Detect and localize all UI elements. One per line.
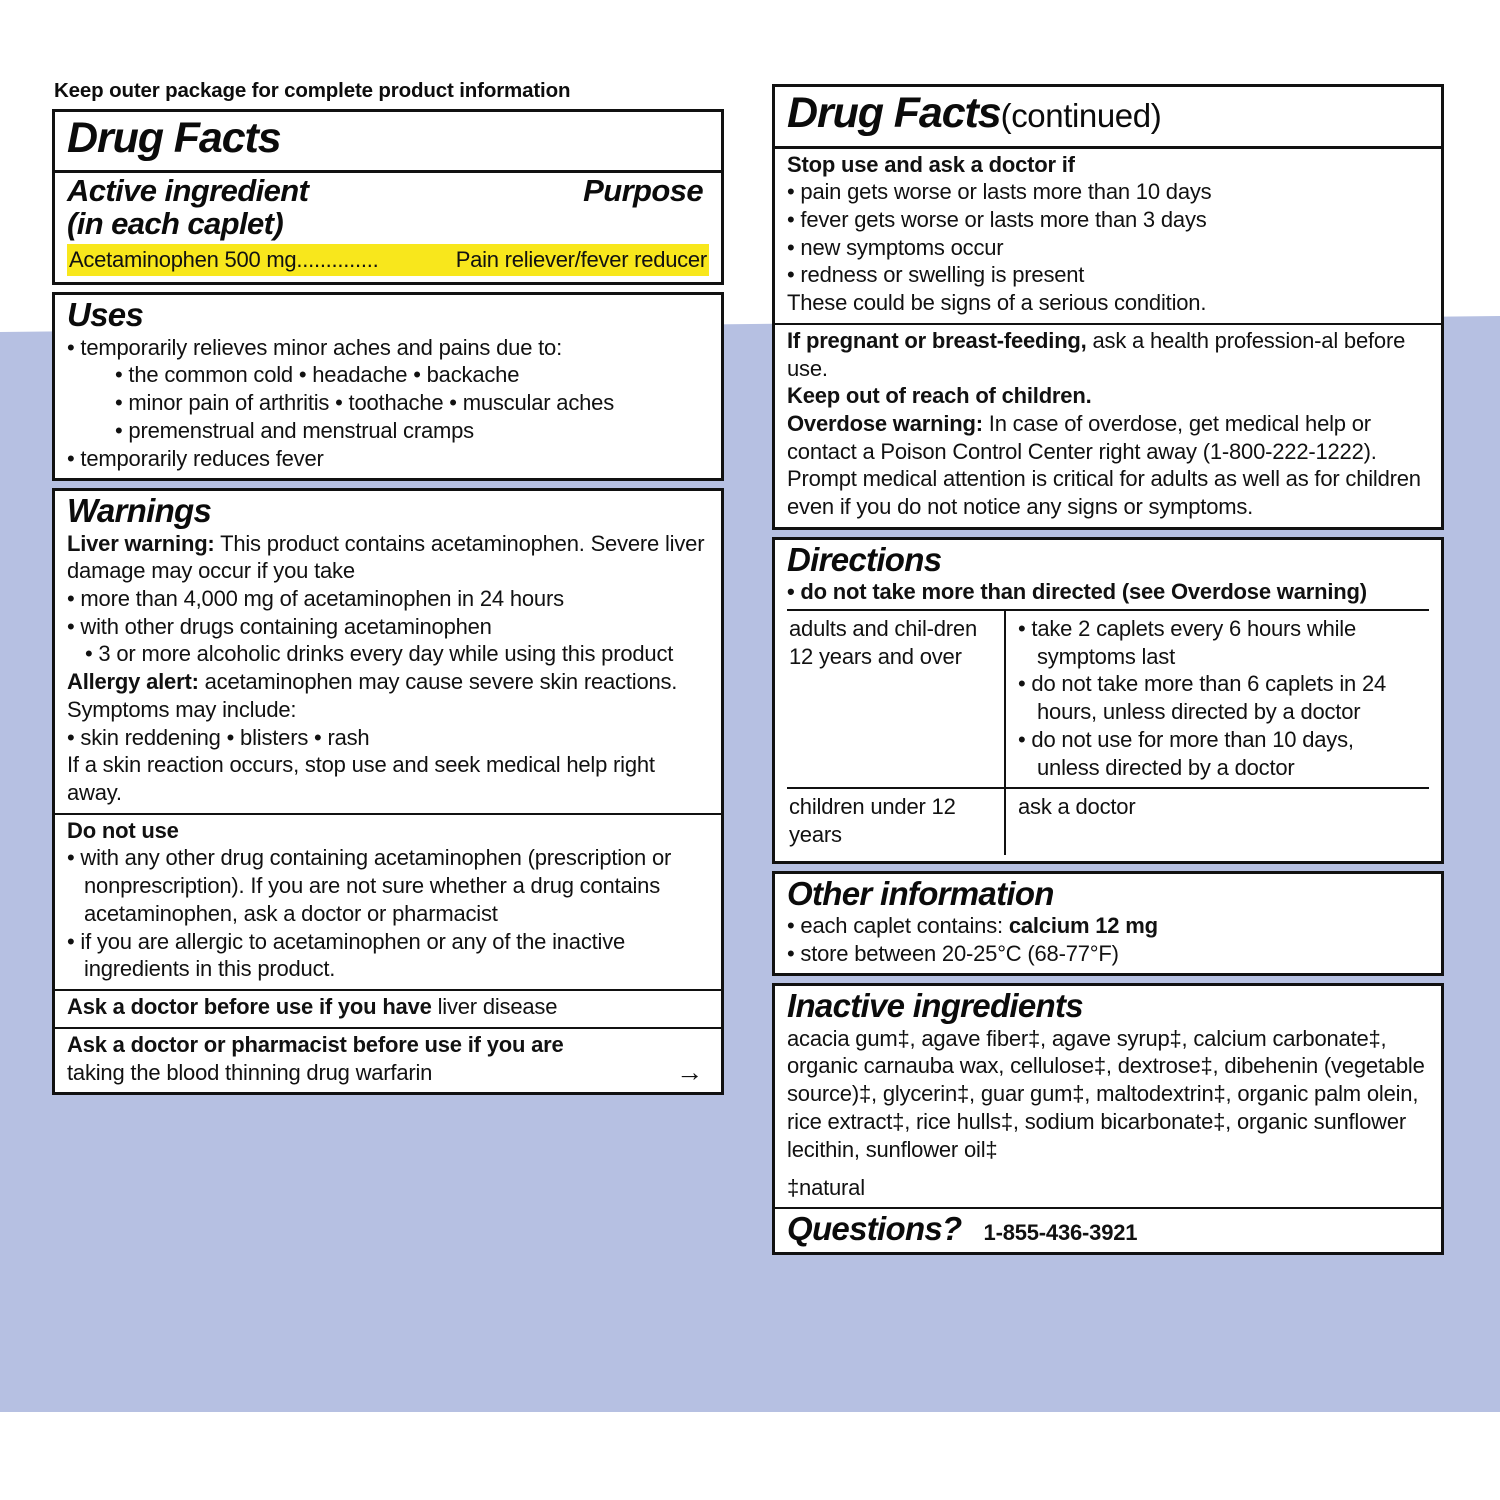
stop-use-item: • fever gets worse or lasts more than 3 days <box>787 206 1429 234</box>
directions-instruction-list <box>1018 615 1421 781</box>
active-ingredient-heading-line1: Active ingredient <box>67 173 309 209</box>
other-information-item: • store between 20-25°C (68-77°F) <box>787 940 1429 968</box>
inactive-ingredients-panel <box>772 983 1444 1255</box>
warnings-heading: Warnings <box>67 492 212 530</box>
overdose-text: In case of overdose, get medical help or contact a Poison Control Center right away (1-800-222-1222). Prompt medical attention is critical for adults as well as for children even if you do not notice any signs or symptoms. <box>787 411 1421 520</box>
overdose-line <box>787 410 1429 521</box>
liver-warning-paragraph <box>67 530 709 585</box>
stop-use-closing: These could be signs of a serious condition. <box>787 290 1207 316</box>
other-information-panel <box>772 871 1444 977</box>
stop-use-section <box>775 146 1441 323</box>
uses-item: • premenstrual and menstrual cramps <box>115 417 709 445</box>
do-not-use-list <box>67 844 709 983</box>
arrow-right-icon: → <box>676 1057 703 1088</box>
uses-section <box>55 295 721 478</box>
liver-warning-item: • 3 or more alcoholic drinks every day while using this product <box>75 640 709 668</box>
stop-use-list <box>787 178 1429 289</box>
directions-age-group: adults and chil-dren 12 years and over <box>787 610 1005 788</box>
allergy-alert-label: Allergy alert: <box>67 669 199 695</box>
page-title: Drug Facts <box>67 113 281 162</box>
questions-divider <box>775 1207 1441 1252</box>
stop-use-item: • pain gets worse or lasts more than 10 days <box>787 178 1429 206</box>
directions-instructions: ask a doctor <box>1005 788 1429 854</box>
questions-phone-number[interactable]: 1-855-436-3921 <box>983 1220 1138 1246</box>
directions-heading: Directions <box>787 540 942 578</box>
stop-use-heading: Stop use and ask a doctor if <box>787 151 1075 177</box>
other-information-heading: Other information <box>787 874 1054 912</box>
table-row <box>787 788 1429 854</box>
pregnancy-line <box>787 327 1429 382</box>
page-title-continued-main: Drug Facts <box>787 89 1001 137</box>
do-not-use-item: • if you are allergic to acetaminophen or any of the inactive ingredients in this product. <box>67 928 709 983</box>
directions-instruction-item: • do not use for more than 10 days, unless directed by a doctor <box>1018 726 1421 781</box>
liver-warning-item: • with other drugs containing acetaminophen <box>67 613 709 641</box>
directions-top-bullet: • do not take more than directed (see Overdose warning) <box>787 578 1429 606</box>
ask-pharmacist-text: taking the blood thinning drug warfarin <box>67 1059 433 1085</box>
other-information-item1-value: calcium 12 mg <box>1008 913 1158 939</box>
liver-warning-text: This product contains acetaminophen. Severe liver damage may occur if you take <box>67 530 705 584</box>
table-row <box>787 610 1429 788</box>
inactive-ingredients-section <box>775 986 1441 1207</box>
other-information-item1-prefix: each caplet contains: <box>800 913 1009 939</box>
keep-outer-package-note: Keep outer package for complete product information <box>54 79 571 102</box>
allergy-alert-paragraph <box>67 668 709 723</box>
allergy-closing-text: If a skin reaction occurs, stop use and seek medical help right away. <box>67 752 655 806</box>
warnings-section <box>55 491 721 813</box>
active-ingredient-headings <box>67 175 709 241</box>
ask-doctor-line <box>67 993 709 1021</box>
uses-panel <box>52 292 724 481</box>
liver-warning-item: • more than 4,000 mg of acetaminophen in 24 hours <box>67 585 709 613</box>
liver-warning-list <box>67 585 709 668</box>
drug-facts-title-section <box>55 112 721 171</box>
active-ingredient-value: Acetaminophen 500 mg.............. <box>69 246 379 272</box>
directions-panel <box>772 537 1444 864</box>
purpose-heading: Purpose <box>583 173 703 209</box>
drug-facts-panel-primary <box>52 109 724 286</box>
uses-list <box>67 334 709 473</box>
allergy-symptom-item: • skin reddening • blisters • rash <box>67 724 709 752</box>
questions-section <box>775 1209 1441 1252</box>
purpose-value: Pain reliever/fever reducer <box>455 246 707 272</box>
pregnancy-overdose-section <box>775 323 1441 527</box>
active-ingredient-section <box>55 170 721 282</box>
uses-item: • temporarily reduces fever <box>67 445 709 473</box>
uses-heading: Uses <box>67 296 144 334</box>
ask-pharmacist-section <box>55 1027 721 1092</box>
ask-doctor-condition: liver disease <box>431 994 558 1020</box>
ask-pharmacist-label: Ask a doctor or pharmacist before use if you are <box>67 1031 564 1057</box>
directions-section <box>775 540 1441 861</box>
pregnancy-label: If pregnant or breast-feeding, <box>787 327 1087 353</box>
other-information-item <box>787 912 1429 940</box>
pregnancy-text: ask a health profession-al before use. <box>787 327 1406 381</box>
active-ingredient-heading-line2: (in each caplet) <box>67 205 284 241</box>
overdose-label: Overdose warning: <box>787 411 983 437</box>
inactive-ingredients-text: acacia gum‡, agave fiber‡, agave syrup‡, calcium carbonate‡, organic carnauba wax, cellulose‡, dextrose‡, dibehenin (vegetable source)‡, glycerin‡, guar gum‡, maltodextrin‡, organic palm olein, rice extract‡, rice hulls‡, sodium bicarbonate‡, organic sunflower lecithin, sunflower oil‡ <box>787 1025 1425 1162</box>
liver-warning-label: Liver warning: <box>67 530 215 556</box>
uses-item: • minor pain of arthritis • toothache • muscular aches <box>115 389 709 417</box>
page-title-continued <box>787 91 1429 137</box>
directions-top-list <box>787 578 1429 606</box>
directions-instruction-item: • take 2 caplets every 6 hours while symptoms last <box>1018 615 1421 670</box>
other-information-list <box>787 912 1429 967</box>
stop-use-item: • redness or swelling is present <box>787 261 1429 289</box>
active-ingredient-highlight-row <box>67 244 709 277</box>
drug-facts-panel-continued <box>772 84 1444 530</box>
directions-instruction-item: • do not take more than 6 caplets in 24 hours, unless directed by a doctor <box>1018 670 1421 725</box>
stop-use-item: • new symptoms occur <box>787 234 1429 262</box>
do-not-use-section <box>55 813 721 989</box>
ask-pharmacist-line <box>67 1059 709 1087</box>
ask-doctor-label: Ask a doctor before use if you have <box>67 994 432 1020</box>
allergy-alert-text: acetaminophen may cause severe skin reactions. Symptoms may include: <box>67 669 678 722</box>
page-title-continued-suffix: (continued) <box>1000 97 1162 134</box>
left-column <box>52 80 724 1095</box>
inactive-ingredients-footnote: ‡natural <box>787 1175 865 1201</box>
other-information-section <box>775 874 1441 974</box>
questions-label: Questions? <box>787 1210 962 1248</box>
uses-item: • the common cold • headache • backache <box>115 361 709 389</box>
right-column <box>772 84 1444 1255</box>
drug-facts-continued-title-section <box>775 87 1441 146</box>
ask-doctor-section <box>55 989 721 1027</box>
directions-table <box>787 609 1429 855</box>
directions-instructions <box>1005 610 1429 788</box>
warnings-panel <box>52 488 724 1095</box>
do-not-use-heading: Do not use <box>67 817 179 843</box>
do-not-use-item: • with any other drug containing acetaminophen (prescription or nonprescription). If you are not sure whether a drug contains acetaminophen, ask a doctor or pharmacist <box>67 844 709 927</box>
inactive-ingredients-heading: Inactive ingredients <box>787 987 1083 1025</box>
uses-item: • temporarily relieves minor aches and pains due to: <box>67 334 709 362</box>
allergy-symptom-list <box>67 724 709 752</box>
directions-age-group: children under 12 years <box>787 788 1005 854</box>
keep-out-of-reach-line: Keep out of reach of children. <box>787 383 1092 409</box>
